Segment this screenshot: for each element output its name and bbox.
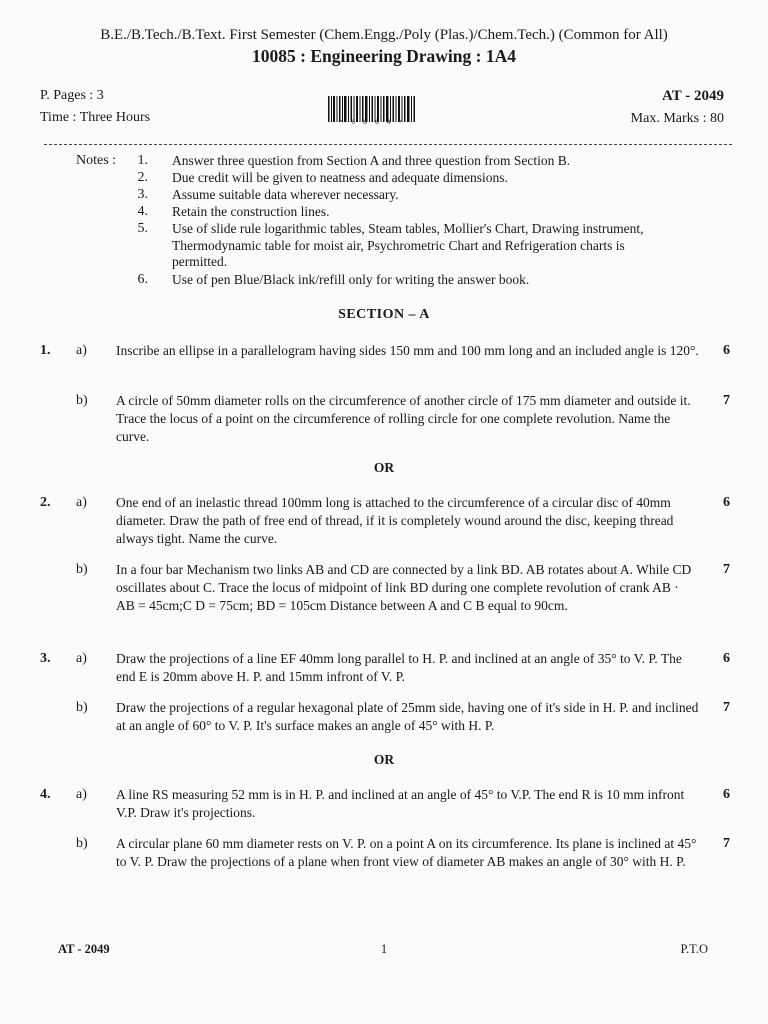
question-part: a): [76, 787, 87, 802]
question-text: A circular plane 60 mm diameter rests on V. P. on a point A on its circumference. Its plane is inclined at 45° to V. P. Draw the projections of a plane when front view of diameter AB makes an angle of 30° with H. P.: [116, 836, 697, 869]
or-divider: OR: [373, 752, 395, 767]
max-marks: Max. Marks : 80: [630, 111, 724, 126]
question-text: Draw the projections of a regular hexagonal plate of 25mm side, having one of it's side in H. P. and inclined at an angle of 60° to V. P. It's surface makes an angle of 45° with H. P.: [116, 700, 699, 733]
question-number: 4.: [40, 787, 51, 802]
note-text: Assume suitable data wherever necessary.: [172, 187, 399, 202]
question-part: b): [76, 562, 88, 577]
question-text: Inscribe an ellipse in a parallelogram having sides 150 mm and 100 mm long and an included angle is 120°.: [116, 343, 699, 358]
note-number: 1.: [137, 153, 148, 168]
question-text: A line RS measuring 52 mm is in H. P. and inclined at an angle of 45° to V.P. The end R is 10 mm infront V.P. Draw it's projections.: [116, 787, 685, 820]
question-text: One end of an inelastic thread 100mm long is attached to the circumference of a circular disc of 40mm diameter. Draw the path of free end of thread, if it is completely wound around the disc, keeping thread always tight. Name the curve.: [116, 495, 674, 546]
or-divider: OR: [373, 460, 395, 475]
note-text: Answer three question from Section A and three question from Section B.: [172, 153, 571, 168]
notes-label: Notes :: [76, 153, 117, 168]
barcode-number: * 0 8 6 4 *: [339, 118, 405, 126]
question-part: b): [76, 836, 88, 851]
question-part: a): [76, 651, 87, 666]
note-number: 3.: [137, 187, 148, 202]
question-text: Draw the projections of a line EF 40mm long parallel to H. P. and inclined at an angle of 35° to V. P. The end E is 20mm above H. P. and 15mm infront of V. P.: [116, 651, 682, 684]
question-part: a): [76, 343, 87, 358]
question-marks: 7: [723, 562, 730, 577]
page-count: P. Pages : 3: [40, 88, 104, 103]
question-number: 3.: [40, 651, 51, 666]
note-text: Use of pen Blue/Black ink/refill only for writing the answer book.: [172, 272, 530, 287]
note-number: 2.: [137, 170, 148, 185]
please-turn-over: P.T.O: [680, 942, 708, 956]
question-part: b): [76, 700, 88, 715]
question-marks: 6: [723, 495, 730, 510]
section-a-title: SECTION – A: [338, 307, 430, 322]
question-part: a): [76, 495, 87, 510]
paper-code: AT - 2049: [662, 88, 724, 104]
question-number: 1.: [40, 343, 51, 358]
course-line: B.E./B.Tech./B.Text. First Semester (Chem.Engg./Poly (Plas.)/Chem.Tech.) (Common for All): [100, 27, 668, 43]
question-part: b): [76, 393, 88, 408]
question-marks: 7: [723, 393, 730, 408]
note-text: Due credit will be given to neatness and adequate dimensions.: [172, 170, 508, 185]
exam-duration: Time : Three Hours: [40, 110, 151, 125]
question-marks: 7: [723, 700, 730, 715]
question-marks: 6: [723, 787, 730, 802]
note-number: 5.: [137, 221, 148, 236]
header-divider: [44, 144, 732, 145]
note-text: Use of slide rule logarithmic tables, Steam tables, Mollier's Chart, Drawing instrument, Thermodynamic table for moist air, Psychrometric Chart and Refrigeration charts is permitted.: [172, 221, 644, 269]
question-marks: 6: [723, 651, 730, 666]
paper-title: 10085 : Engineering Drawing : 1A4: [252, 46, 516, 66]
question-number: 2.: [40, 495, 51, 510]
note-text: Retain the construction lines.: [172, 204, 330, 219]
question-marks: 6: [723, 343, 730, 358]
question-text: In a four bar Mechanism two links AB and CD are connected by a link BD. AB rotates about A. While CD oscillates about C. Trace the locus of midpoint of link BD during one complete revolution of crank AB · AB = 45cm;C D = 75cm; BD = 105cm Distance between A and C B equal to 90cm.: [116, 562, 692, 613]
footer-paper-code: AT - 2049: [58, 942, 110, 956]
note-number: 6.: [137, 272, 148, 287]
question-text: A circle of 50mm diameter rolls on the circumference of another circle of 175 mm diameter and outside it. Trace the locus of a point on the circumference of rolling circle for one complete revolution. Name the curve.: [116, 393, 691, 444]
page-number: 1: [380, 942, 388, 956]
note-number: 4.: [137, 204, 148, 219]
question-marks: 7: [723, 836, 730, 851]
